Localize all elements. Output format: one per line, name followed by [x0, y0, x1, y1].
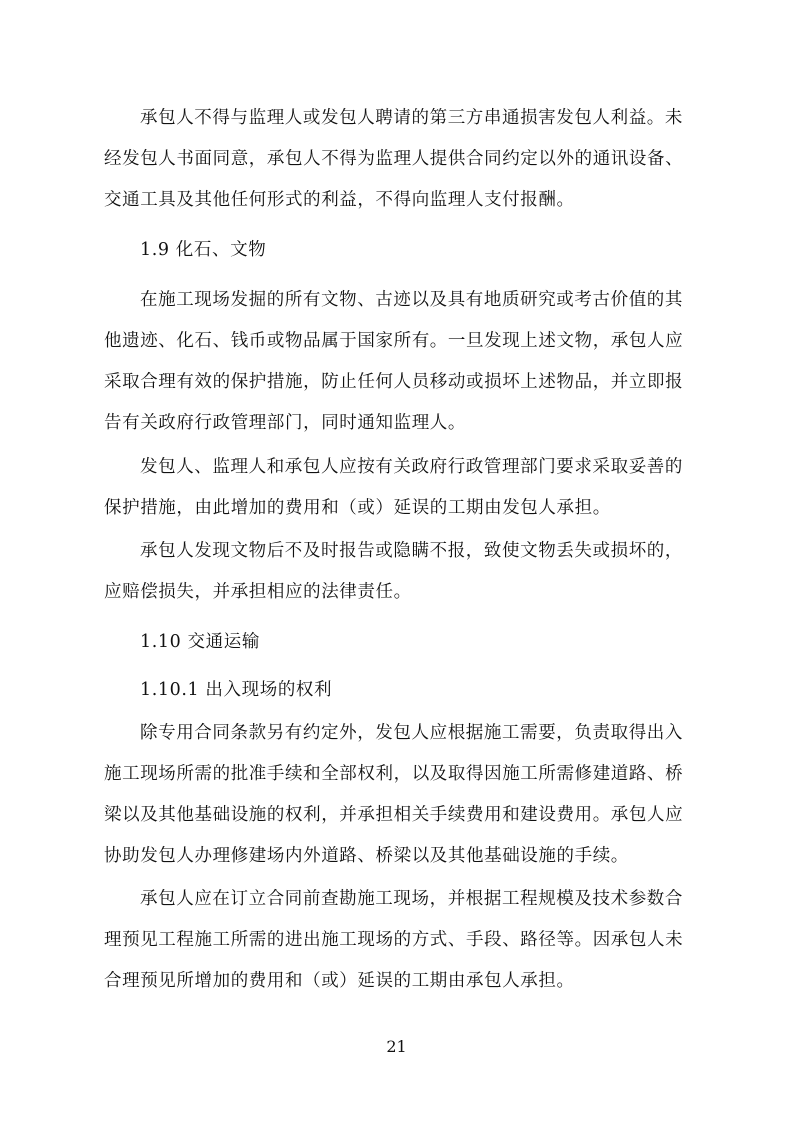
paragraph-line: 告有关政府行政管理部门，同时通知监理人。	[104, 413, 466, 433]
paragraph-line: 施工现场所需的批准手续和全部权利，以及取得因施工所需修建道路、桥	[104, 764, 684, 784]
paragraph-line: 梁以及其他基础设施的权利，并承担相关手续费用和建设费用。承包人应	[104, 805, 684, 825]
paragraph-line: 协助发包人办理修建场内外道路、桥梁以及其他基础设施的手续。	[104, 846, 629, 866]
paragraph-line: 除专用合同条款另有约定外，发包人应根据施工需要，负责取得出入	[140, 723, 683, 743]
subsection-heading: 1.10.1 出入现场的权利	[140, 680, 333, 700]
paragraph-line: 理预见工程施工所需的进出施工现场的方式、手段、路径等。因承包人未	[104, 930, 684, 950]
section-heading: 1.10 交通运输	[140, 632, 260, 652]
paragraph-line: 保护措施，由此增加的费用和（或）延误的工期由发包人承担。	[104, 498, 611, 518]
paragraph-line: 合理预见所增加的费用和（或）延误的工期由承包人承担。	[104, 971, 575, 991]
paragraph-line: 在施工现场发掘的所有文物、古迹以及具有地质研究或考古价值的其	[140, 290, 683, 310]
page-number: 21	[386, 1037, 407, 1056]
paragraph-line: 采取合理有效的保护措施，防止任何人员移动或损坏上述物品，并立即报	[104, 372, 684, 392]
paragraph-line: 承包人不得与监理人或发包人聘请的第三方串通损害发包人利益。未	[140, 108, 683, 128]
paragraph-line: 发包人、监理人和承包人应按有关政府行政管理部门要求采取妥善的	[140, 457, 683, 477]
paragraph-line: 承包人应在订立合同前查勘施工现场，并根据工程规模及技术参数合	[140, 889, 683, 909]
paragraph-line: 承包人发现文物后不及时报告或隐瞒不报，致使文物丢失或损坏的，	[140, 541, 683, 561]
paragraph-line: 交通工具及其他任何形式的利益，不得向监理人支付报酬。	[104, 190, 575, 210]
paragraph-line: 应赔偿损失，并承担相应的法律责任。	[104, 582, 412, 602]
paragraph-line: 经发包人书面同意，承包人不得为监理人提供合同约定以外的通讯设备、	[104, 149, 684, 169]
section-heading: 1.9 化石、文物	[140, 240, 267, 260]
paragraph-line: 他遗迹、化石、钱币或物品属于国家所有。一旦发现上述文物，承包人应	[104, 331, 684, 351]
